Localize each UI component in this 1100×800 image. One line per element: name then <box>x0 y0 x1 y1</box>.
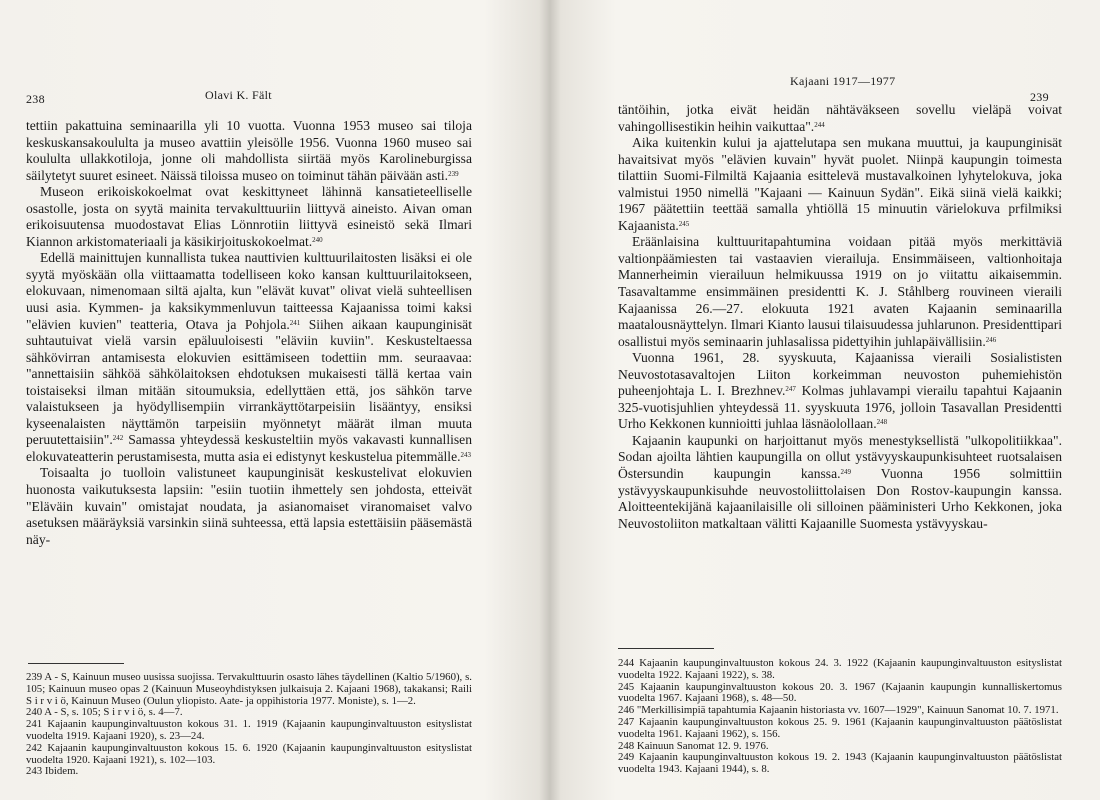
footnotes <box>26 672 472 778</box>
footnote: 245 Kajaanin kaupunginvaltuuston kokous 20. 3. 1967 (Kajaanin kaupungin kunnalliskertomus vuodelta 1967. Kajaani 1968), s. 48—50. <box>618 680 1062 705</box>
right-page <box>550 0 1100 800</box>
footnote-ref: 246 <box>985 335 997 344</box>
body-text <box>26 118 472 548</box>
footnote: 244 Kajaanin kaupunginvaltuuston kokous 24. 3. 1922 (Kajaanin kaupunginvaltuuston esityslistat vuodelta 1922. Kajaani 1922), s. 38. <box>618 657 1062 681</box>
body-text <box>618 102 1062 532</box>
paragraph: Edellä mainittujen kunnallista tukea nauttivien kulttuurilaitosten lisäksi ei ole syytä myöskään olla viittaamatta todelliseen koko kansan kulttuurilaitokseen, elokuvaan, nimenomaan siltä ajalta, kun "elävät kuvat" olivat vielä suhteellisen uusi asia. Kymmen- ja kaksikymmenluvun taitteessa Kajaanissa toimi kaksi "elävien kuvien" teatteria, Otava ja Pohjola.$^{241}$ Siihen aikaan kaupunginisät suhtautuivat vielä varsin epäluuloisesti "eläviin kuviin". Keskusteltaessa sähkövirran antamisesta elokuvien esittämiseen todettiin mm. seuraavaa: "annettaisiin sähköä sähkölaitoksen ehdotuksen mukaisesti tällä kertaa vain toistaiseksi ilman mitään sitoumuksia, edellyttäen että, jos sähkön tarve valaistukseen ja hyödyllisempiin virrankäyttötarpeisiin lisääntyy, ensiksi kyseenalaisten näyttämön tarpeisiin myönnetyt määrät ilman muuta peruutettaisiin".$^{242}$ Samassa yhteydessä keskusteltiin myös vakavasti kunnallisen elokuvateatterin perustamisesta, mutta asia ei edistynyt keskustelua pitemmälle.$^{243}$ <box>26 250 472 464</box>
paragraph: Aika kuitenkin kului ja ajattelutapa sen mukana muuttui, ja kaupunginisät havaitsivat myös "elävien kuvain" hyvät puolet. Niinpä kaupungin toimesta tilattiin Suomi-Filmiltä Kajaania esittelevä mustavalkoinen lyhytelokuva, joka valmistui 1950 nimellä "Kajaani — Kainuun Sydän". Eikä siinä vielä kaikki; 1967 päätettiin teettää samalla yhtiöllä 15 minuutin värielokuva prfilmiksi Kajaanista.$^{245}$ <box>618 135 1062 233</box>
footnote-ref: 239 <box>448 169 459 178</box>
paragraph: tettiin pakattuina seminaarilla yli 10 vuotta. Vuonna 1953 museo sai tiloja keskuskansakoululta ja museo avattiin yleisölle 1956. Vuonna 1960 museo sai koululta ullakkotiloja, jonne oli mahdollista siirtää myös Karolineburgissa säilytetyt suuret esineet. Näissä tiloissa museo on toiminut tähän päivään asti.$^{239}$ <box>26 118 472 183</box>
footnote: 242 Kajaanin kaupunginvaltuuston kokous 15. 6. 1920 (Kajaanin kaupunginvaltuuston esityslistat vuodelta 1920. Kajaani 1921), s. 102—103. <box>26 741 472 766</box>
paragraph: Museon erikoiskokoelmat ovat keskittyneet lähinnä kansatieteelliselle osastolle, josta on syytä mainita tervakulttuuriin liittyvä aineisto. Aivan oman erikoisuutensa muodostavat Elias Lönnrotiin liittyvä esineistö sekä Ilmari Kiannon arkistomateriaali ja käsikirjoituskokoelmat.$^{240}$ <box>26 184 472 249</box>
footnote-ref: 243 <box>460 450 471 459</box>
footnote: 241 Kajaanin kaupunginvaltuuston kokous 31. 1. 1919 (Kajaanin kaupunginvaltuuston esityslistat vuodelta 1919. Kajaani 1920), s. 23—24. <box>26 718 472 742</box>
footnote-ref: 242 <box>112 434 124 443</box>
footnote: 246 "Merkillisimpiä tapahtumia Kajaanin historiasta vv. 1607—1929", Kainuun Sanomat 10. 7. 1971. <box>618 704 1059 717</box>
paragraph: Vuonna 1961, 28. syyskuuta, Kajaanissa vieraili Sosialististen Neuvostotasavaltojen Liiton korkeimman neuvoston puhemiehistön puheenjohtaja L. I. Brezhnev.$^{247}$ Kolmas juhlavampi vierailu tapahtui Kajaanin 325-vuotisjuhlien yhteydessä 11. syyskuuta 1976, jolloin Tasavallan Presidentti Urho Kekkonen kunnioitti juhlaa läsnäolollaan.$^{248}$ <box>618 350 1062 432</box>
page-number: 239 <box>1030 90 1049 104</box>
running-head: Olavi K. Fält <box>205 88 272 102</box>
footnote-ref: 247 <box>785 385 796 394</box>
footnote: 248 Kainuun Sanomat 12. 9. 1976. <box>618 739 769 752</box>
footnote-separator <box>618 648 714 649</box>
footnote-ref: 248 <box>876 418 888 427</box>
footnote-separator <box>28 663 124 664</box>
footnote-ref: 244 <box>814 120 825 129</box>
paragraph: Toisaalta jo tuolloin valistuneet kaupunginisät keskustelivat elokuvien huonosta vaikutuksesta lapsiin: "esiin tuotiin ihmettely sen johdosta, etteivät "Eläväin kuvain" omistajat noudata, ja asianomaiset viranomaiset valvo asetuksen määräyksiä varsinkin siinä suhteessa, että lapsia estettäisiin pääsemästä näy- <box>26 465 472 547</box>
footnotes <box>618 658 1062 776</box>
footnote: 249 Kajaanin kaupunginvaltuuston kokous 19. 2. 1943 (Kajaanin kaupunginvaltuuston päätöslistat vuodelta 1943. Kajaani 1944), s. 8. <box>618 751 1062 776</box>
footnote-ref: 240 <box>312 235 323 244</box>
footnote: 239 A - S, Kainuun museo uusissa suojissa. Tervakulttuurin osasto lähes täydellinen (Kaltio 5/1960), s. 105; Kainuun museo opas 2 (Kainuun Museoyhdistyksen julkaisuja 2. Kajaani 1968), takakansi; Raili S i r v i ö, Kainuun Museo (Oulun yliopisto. Aate- ja oppihistoria 1977. Moniste), s. 1—2. <box>26 671 472 707</box>
running-head: Kajaani 1917—1977 <box>790 74 896 88</box>
footnote: 247 Kajaanin kaupunginvaltuuston kokous 25. 9. 1961 (Kajaanin kaupunginvaltuuston päätöslistat vuodelta 1961. Kajaani 1962), s. 156. <box>618 715 1062 740</box>
paragraph: täntöihin, jotka eivät heidän nähtäväkseen sovellu vieläpä voivat vahingollisestikin heihin vaikuttaa".$^{244}$ <box>618 102 1062 134</box>
footnote: 240 A - S, s. 105; S i r v i ö, s. 4—7. <box>26 706 183 719</box>
footnote-ref: 245 <box>678 219 690 228</box>
footnote-ref: 241 <box>289 318 301 327</box>
paragraph: Eräänlaisina kulttuuritapahtumina voidaan pitää myös merkittäviä valtionpäämiesten tai vastaavien vierailuja. Ensimmäiseen, valtionhoitaja Mannerheimin vierailuun helmikuussa 1919 on jo viitattu aikaisemmin. Tasavaltamme ensimmäinen presidentti K. J. Ståhlberg rouvineen vieraili Kajaanissa 26.—27. elokuuta 1921 avaten Kajaanin seminaarilla maatalousnäyttelyn. Ilmari Kianto lausui tilaisuudessa juhlarunon. Presidenttipari osallistui myös seminaarin juhlasalissa pidettyihin juhlapäivällisiin.$^{246}$ <box>618 234 1062 349</box>
page-number: 238 <box>26 92 45 106</box>
paragraph: Kajaanin kaupunki on harjoittanut myös menestyksellistä "ulkopolitiikkaa". Sodan ajoilta lähtien kaupungilla on ollut ystävyyskaupunkisuhteet ruotsalaisen Östersundin kaupungin kanssa.$^{249}$ Vuonna 1956 solmittiin ystävyyskaupunkisuhde neuvostoliittolaisen Don Rostov-kaupungin kanssa. Aloitteentekijänä kajaanilaisille oli silloinen pääministeri Urho Kekkonen, joka Neuvostoliiton matkaltaan välitti Kajaanille Suomesta ystävyyskau- <box>618 432 1063 531</box>
footnote: 243 Ibidem. <box>26 765 79 778</box>
footnote-ref: 249 <box>840 468 852 477</box>
